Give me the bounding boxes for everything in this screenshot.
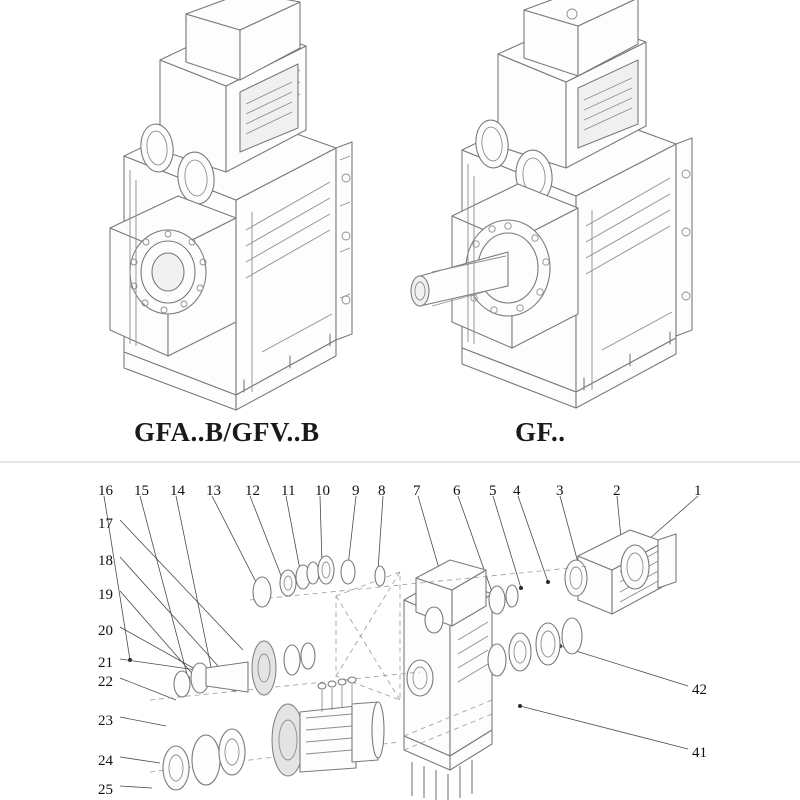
callout-number-18: 18 [98,553,113,569]
callout-number-15: 15 [134,483,149,499]
gearbox-shaft-view [411,0,692,408]
callout-number-41: 41 [692,745,707,761]
callout-number-6: 6 [453,483,461,499]
callout-number-24: 24 [98,753,113,769]
callout-number-5: 5 [489,483,497,499]
callout-number-12: 12 [245,483,260,499]
callout-number-4: 4 [513,483,521,499]
callout-number-22: 22 [98,674,113,690]
callout-number-23: 23 [98,713,113,729]
callout-number-13: 13 [206,483,221,499]
callout-number-1: 1 [694,483,702,499]
callout-number-19: 19 [98,587,113,603]
gearbox-flange-view [110,0,352,410]
exploded-assembly-drawing [104,496,698,800]
caption-gfab-gfvb: GFA..B/GFV..B [134,417,320,447]
callout-number-11: 11 [281,483,296,499]
callout-number-7: 7 [413,483,421,499]
callout-number-2: 2 [613,483,621,499]
callout-number-10: 10 [315,483,330,499]
callout-number-17: 17 [98,516,113,532]
caption-gf: GF.. [515,417,566,447]
callout-number-3: 3 [556,483,564,499]
callout-number-16: 16 [98,483,113,499]
callout-number-42: 42 [692,682,707,698]
callout-number-20: 20 [98,623,113,639]
callout-number-25: 25 [98,782,113,798]
callout-number-21: 21 [98,655,113,671]
callout-number-14: 14 [170,483,185,499]
callout-number-9: 9 [352,483,360,499]
callout-number-8: 8 [378,483,386,499]
